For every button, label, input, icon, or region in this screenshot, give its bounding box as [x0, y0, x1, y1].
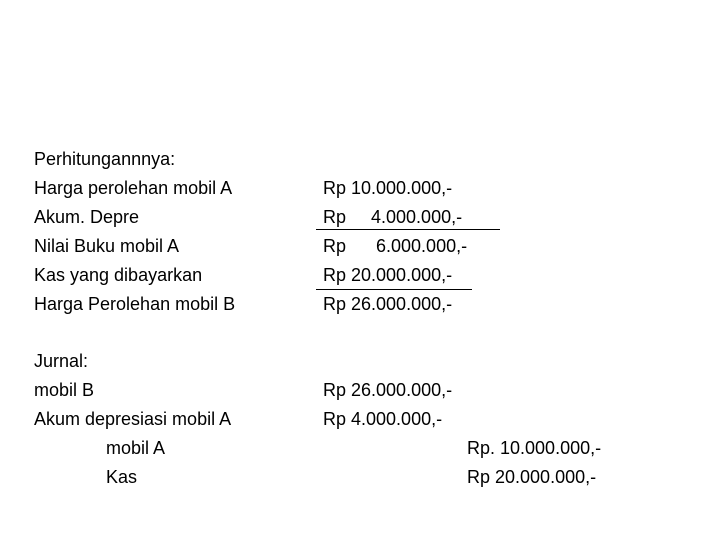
calc-label-book-value: Nilai Buku mobil A [34, 236, 180, 256]
calc-label-accum-depre: Akum. Depre [34, 207, 140, 227]
journal-label-mobil-a: mobil A [106, 438, 166, 458]
calc-amount-acquisition-b: Rp 26.000.000,- [323, 294, 453, 314]
calc-amount-cash-paid: Rp 20.000.000,- [323, 265, 453, 285]
journal-debit-mobil-b: Rp 26.000.000,- [323, 380, 453, 400]
journal-heading: Jurnal: [34, 351, 89, 371]
journal-label-kas: Kas [106, 467, 138, 487]
journal-label-accum-depreciation: Akum depresiasi mobil A [34, 409, 232, 429]
journal-label-mobil-b: mobil B [34, 380, 95, 400]
calc-amount-acquisition-a: Rp 10.000.000,- [323, 178, 453, 198]
calc-label-acquisition-b: Harga Perolehan mobil B [34, 294, 236, 314]
calculation-heading: Perhitungannnya: [34, 149, 176, 169]
subtraction-underline [316, 229, 500, 230]
calc-label-cash-paid: Kas yang dibayarkan [34, 265, 203, 285]
journal-credit-kas: Rp 20.000.000,- [467, 467, 597, 487]
calc-amount-accum-depre: Rp 4.000.000,- [323, 207, 463, 227]
calc-amount-book-value: Rp 6.000.000,- [323, 236, 468, 256]
addition-underline [316, 289, 472, 290]
journal-credit-mobil-a: Rp. 10.000.000,- [467, 438, 602, 458]
journal-debit-accum-depreciation: Rp 4.000.000,- [323, 409, 443, 429]
calc-label-acquisition-a: Harga perolehan mobil A [34, 178, 233, 198]
